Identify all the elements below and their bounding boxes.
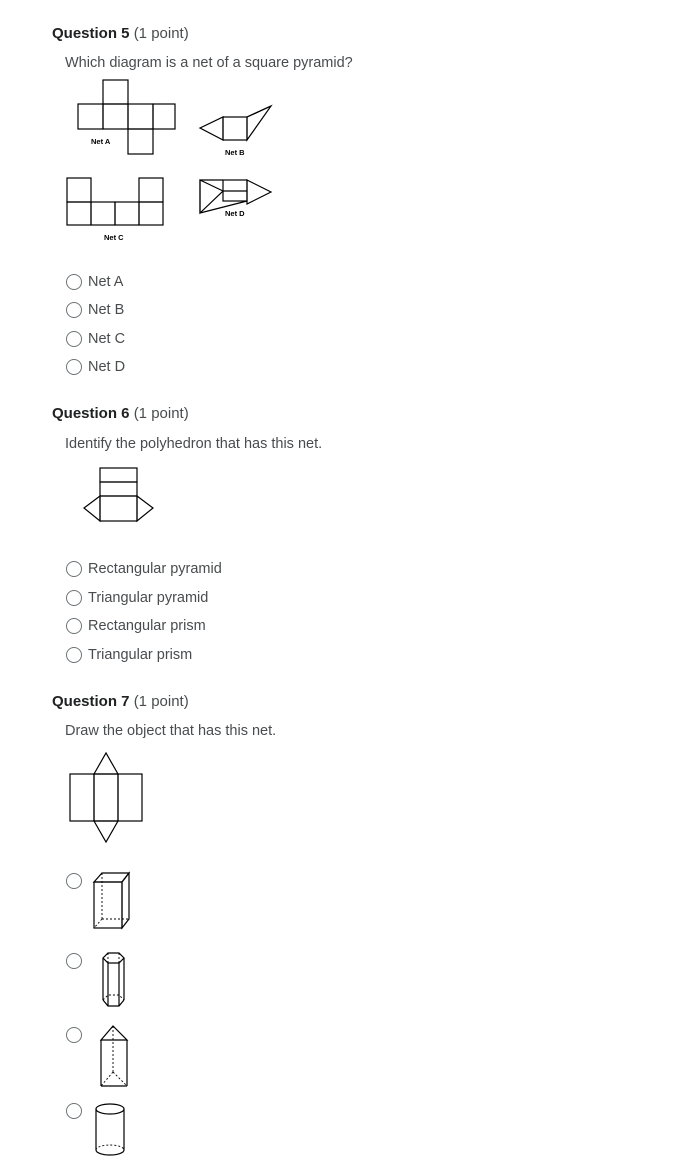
question-7-heading (52, 693, 189, 710)
question-7-prompt: Draw the object that has this net. (65, 723, 277, 739)
option-label: Net A (88, 274, 124, 290)
q7-option-2[interactable] (66, 953, 88, 969)
question-5-nets-figure (0, 0, 695, 260)
question-6-net-figure (0, 460, 200, 530)
q5-option-net-a[interactable] (66, 274, 123, 290)
question-points: (1 point) (133, 25, 189, 42)
hexagonal-prism-drawing (95, 948, 135, 1013)
option-label: Triangular prism (88, 647, 193, 663)
radio-button[interactable] (66, 302, 82, 318)
radio-button[interactable] (66, 618, 82, 634)
radio-button[interactable] (66, 590, 82, 606)
q5-option-net-c[interactable] (66, 331, 125, 347)
radio-button[interactable] (66, 274, 82, 290)
option-label: Rectangular prism (88, 618, 206, 634)
q7-option-3[interactable] (66, 1027, 88, 1043)
radio-button[interactable] (66, 873, 82, 889)
radio-button[interactable] (66, 331, 82, 347)
option-label: Net D (88, 359, 126, 375)
q7-option-4[interactable] (66, 1103, 88, 1119)
net-c-diagram (67, 178, 163, 242)
triangular-prism-drawing (95, 1022, 135, 1094)
radio-button[interactable] (66, 561, 82, 577)
net-c-label: Net C (104, 233, 124, 242)
radio-button[interactable] (66, 647, 82, 663)
net-b-diagram (200, 106, 271, 157)
cylinder-drawing (92, 1098, 132, 1168)
question-points: (1 point) (133, 405, 189, 422)
q5-option-net-d[interactable] (66, 359, 125, 375)
net-a-label: Net A (91, 137, 111, 146)
radio-button[interactable] (66, 953, 82, 969)
net-b-label: Net B (225, 148, 245, 157)
net-d-label: Net D (225, 209, 245, 218)
option-label: Triangular pyramid (88, 590, 209, 606)
question-6-heading (52, 405, 189, 422)
net-a-diagram (78, 80, 175, 154)
radio-button[interactable] (66, 1027, 82, 1043)
radio-button[interactable] (66, 1103, 82, 1119)
q6-option-rectangular-pyramid[interactable] (66, 561, 222, 577)
q5-option-net-b[interactable] (66, 302, 124, 318)
question-points: (1 point) (133, 693, 189, 710)
question-6-prompt: Identify the polyhedron that has this net. (65, 436, 323, 452)
radio-button[interactable] (66, 359, 82, 375)
q6-option-triangular-pyramid[interactable] (66, 590, 208, 606)
question-number: Question 5 (52, 25, 130, 42)
question-number: Question 7 (52, 693, 130, 710)
question-5-prompt: Which diagram is a net of a square pyramid? (65, 55, 353, 71)
question-number: Question 6 (52, 405, 130, 422)
q6-option-rectangular-prism[interactable] (66, 618, 206, 634)
rectangular-prism-drawing (88, 868, 138, 933)
question-7-net-figure (0, 745, 200, 845)
q7-option-1[interactable] (66, 873, 88, 889)
option-label: Rectangular pyramid (88, 561, 222, 577)
option-label: Net C (88, 331, 126, 347)
option-label: Net B (88, 302, 125, 318)
q6-option-triangular-prism[interactable] (66, 647, 192, 663)
net-d-diagram (200, 180, 271, 218)
